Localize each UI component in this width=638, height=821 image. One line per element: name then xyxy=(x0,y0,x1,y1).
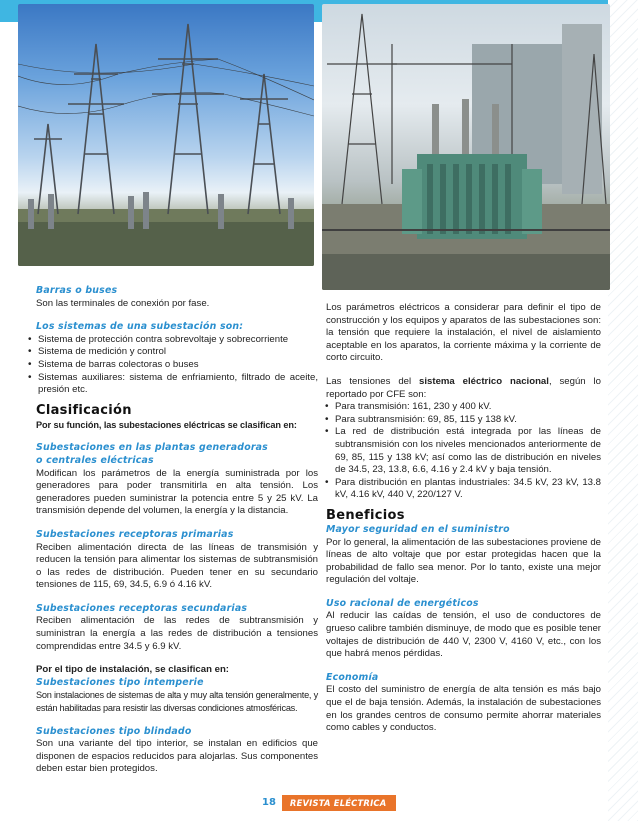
secundarias-title: Subestaciones receptoras secundarias xyxy=(36,602,248,614)
tensiones-pre: Las tensiones del xyxy=(326,375,420,387)
list-item: • Sistema de medición y control xyxy=(29,346,318,359)
barras-text: Son las terminales de conexión por fase. xyxy=(36,297,210,309)
left-column xyxy=(36,285,318,776)
list-item: • Sistema de barras colectoras o buses xyxy=(29,359,318,372)
right-column xyxy=(326,302,601,735)
list-item: • Para transmisión: 161, 230 y 400 kV. xyxy=(326,401,601,414)
page-footer xyxy=(254,795,396,811)
transformer-photo xyxy=(322,4,610,290)
primarias-title: Subestaciones receptoras primarias xyxy=(36,528,234,540)
primarias-text: Reciben alimentación directa de las líneas de transmisión y reducen la tensión para alimentar los sistemas de subtransmisión o las redes de distribución. Pueden tener en su secundario tensiones de 115, 69, 34.5, 6.9 ó 4.16 kV. xyxy=(36,541,318,591)
tensiones-intro xyxy=(326,376,601,401)
transformer-illustration xyxy=(322,4,610,290)
page-number: 18 xyxy=(254,795,282,811)
blindado-title: Subestaciones tipo blindado xyxy=(36,725,192,737)
clasificacion-heading: Clasificación xyxy=(36,402,132,418)
barras-title: Barras o buses xyxy=(36,285,118,296)
substation-towers-illustration xyxy=(18,4,314,266)
list-item: • Sistemas auxiliares: sistema de enfriamiento, filtrado de aceite, presión etc. xyxy=(29,372,318,397)
uso-text: Al reducir las caídas de tensión, el uso de conductores de grueso calibre también disminuye, de modo que es posible tener voltajes de distribución de 440 V, 2300 V, 4160 V, etc., con los que habrá menos pérdidas. xyxy=(326,610,601,660)
right-decor-stripes xyxy=(608,0,638,821)
tensiones-list xyxy=(326,401,601,502)
seguridad-text: Por lo general, la alimentación de las subestaciones proviene de líneas de alto voltaje que por estar protegidas hacen que la probabilidad de fallo sea menor. Por lo tanto, existe una mejor regulación del voltaje. xyxy=(326,536,601,586)
secundarias-text: Reciben alimentación de las redes de subtransmisión y suministran la energía a las redes de distribución a tensiones comprendidas entre 34.5 y 6.9 kV. xyxy=(36,615,318,652)
uso-title: Uso racional de energéticos xyxy=(326,597,479,609)
intemperie-title: Subestaciones tipo intemperie xyxy=(36,676,204,688)
list-item: • Para distribución en plantas industriales: 34.5 kV, 23 kV, 13.8 kV, 4.16 kV, 440 V, 220/127 V. xyxy=(326,477,601,502)
beneficios-heading: Beneficios xyxy=(326,507,405,523)
list-item: • La red de distribución está integrada por las líneas de subtransmisión con los niveles mencionados anteriormente de 69, 85, 115 y 138 kV; así como las de distribución en niveles de 34.5, 23, 13.8, 6.6, 4.16 y 2.4 kV y baja tensión. xyxy=(326,426,601,476)
sistemas-title: Los sistemas de una subestación son: xyxy=(36,321,244,333)
economia-text: El costo del suministro de energía de alta tensión es más bajo que el de baja tensión. Además, la instalación de subestaciones en los grandes centros de consumo permite ahorrar materiales como cables y conductos. xyxy=(326,684,601,734)
tensiones-post: , según lo reportado por CFE son: xyxy=(326,375,601,400)
generadoras-text: Modifican los parámetros de la energía suministrada por los generadores para poder transmitirla en alta tensión. Los generadores pueden suministrar la potencia entre 5 y 25 kV. La transmisión depende del volumen, la energía y la distancia. xyxy=(36,467,318,517)
parametros-text: Los parámetros eléctricos a considerar para definir el tipo de construcción y los equipos y aparatos de las subestaciones son: la tensión que requiere la instalación, el nivel de aislamiento aceptable en los aparatos, la corriente máxima y la corriente de corto circuito. xyxy=(326,302,601,364)
substation-towers-photo xyxy=(18,4,314,266)
list-item: • Para subtransmisión: 69, 85, 115 y 138 kV. xyxy=(326,414,601,427)
list-item: • Sistema de protección contra sobrevoltaje y sobrecorriente xyxy=(29,334,318,347)
economia-title: Economía xyxy=(326,671,379,683)
intemperie-text: Son instalaciones de sistemas de alta y muy alta tensión generalmente, y están habilitadas para resistir las diversas condiciones atmosféricas. xyxy=(36,690,318,714)
seguridad-title: Mayor seguridad en el suministro xyxy=(326,523,510,535)
generadoras-title-line-2: o centrales eléctricas xyxy=(36,454,154,466)
clasificacion-intro: Por su función, las subestaciones eléctricas se clasifican en: xyxy=(36,419,297,430)
blindado-text: Son una variante del tipo interior, se instalan en edificios que disponen de espacios reducidos para alojarlas. Sus componentes deben estar bien protegidos. xyxy=(36,738,318,775)
tensiones-bold: sistema eléctrico nacional xyxy=(419,375,549,387)
sistemas-list xyxy=(36,334,318,397)
generadoras-title-line-1: Subestaciones en las plantas generadoras xyxy=(36,442,268,454)
instalacion-intro: Por el tipo de instalación, se clasifican en: xyxy=(36,664,229,676)
magazine-name: REVISTA ELÉCTRICA xyxy=(282,795,397,811)
